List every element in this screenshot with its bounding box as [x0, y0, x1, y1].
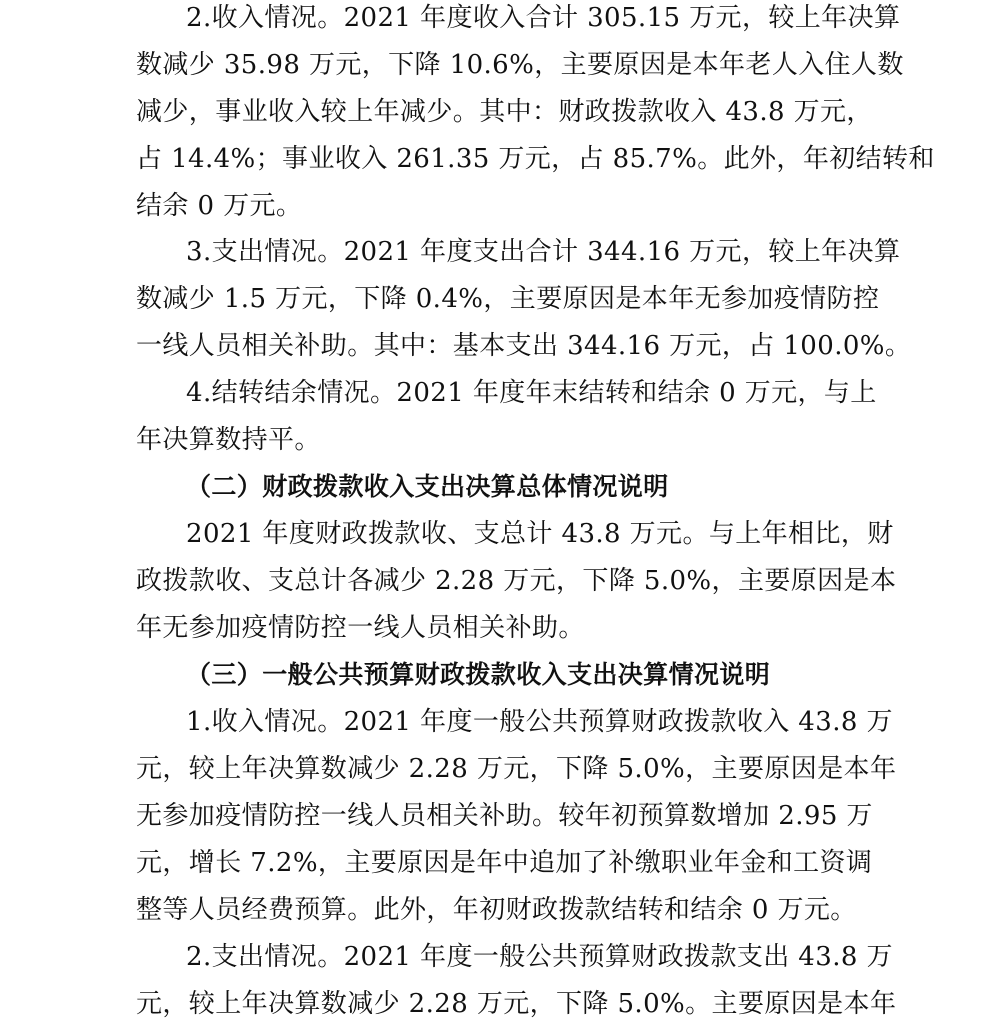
paragraph-expense-line-3: 一线人员相关补助。其中：基本支出 344.16 万元，占 100.0%。 [136, 331, 912, 361]
section-heading-3: （三）一般公共预算财政拨款收入支出决算情况说明 [186, 660, 771, 689]
paragraph-expense-line-1: 3.支出情况。2021 年度支出合计 344.16 万元，较上年决算 [186, 237, 901, 267]
paragraph-fiscal-total-line-3: 年无参加疫情防控一线人员相关补助。 [136, 613, 585, 643]
paragraph-public-income-line-5: 整等人员经费预算。此外，年初财政拨款结转和结余 0 万元。 [136, 895, 857, 925]
paragraph-balance-line-1: 4.结转结余情况。2021 年度年末结转和结余 0 万元，与上 [186, 378, 877, 408]
paragraph-fiscal-total-line-1: 2021 年度财政拨款收、支总计 43.8 万元。与上年相比，财 [186, 519, 894, 549]
paragraph-public-income-line-2: 元，较上年决算数减少 2.28 万元，下降 5.0%，主要原因是本年 [136, 754, 897, 784]
paragraph-public-income-line-4: 元，增长 7.2%，主要原因是年中追加了补缴职业年金和工资调 [136, 848, 873, 878]
paragraph-public-income-line-1: 1.收入情况。2021 年度一般公共预算财政拨款收入 43.8 万 [186, 707, 893, 737]
paragraph-balance-line-2: 年决算数持平。 [136, 425, 321, 455]
paragraph-public-income-line-3: 无参加疫情防控一线人员相关补助。较年初预算数增加 2.95 万 [136, 801, 873, 831]
paragraph-income-line-1: 2.收入情况。2021 年度收入合计 305.15 万元，较上年决算 [186, 3, 901, 33]
paragraph-expense-line-2: 数减少 1.5 万元，下降 0.4%，主要原因是本年无参加疫情防控 [136, 284, 880, 314]
paragraph-income-line-2: 数减少 35.98 万元，下降 10.6%，主要原因是本年老人入住人数 [136, 50, 904, 80]
paragraph-fiscal-total-line-2: 政拨款收、支总计各减少 2.28 万元，下降 5.0%，主要原因是本 [136, 566, 897, 596]
paragraph-income-line-5: 结余 0 万元。 [136, 191, 303, 221]
paragraph-income-line-3: 减少，事业收入较上年减少。其中：财政拨款收入 43.8 万元， [136, 97, 873, 127]
paragraph-public-expense-line-1: 2.支出情况。2021 年度一般公共预算财政拨款支出 43.8 万 [186, 942, 893, 972]
paragraph-public-expense-line-2: 元，较上年决算数减少 2.28 万元，下降 5.0%。主要原因是本年 [136, 989, 897, 1019]
section-heading-2: （二）财政拨款收入支出决算总体情况说明 [186, 472, 669, 501]
paragraph-income-line-4: 占 14.4%；事业收入 261.35 万元，占 85.7%。此外，年初结转和 [136, 144, 935, 174]
